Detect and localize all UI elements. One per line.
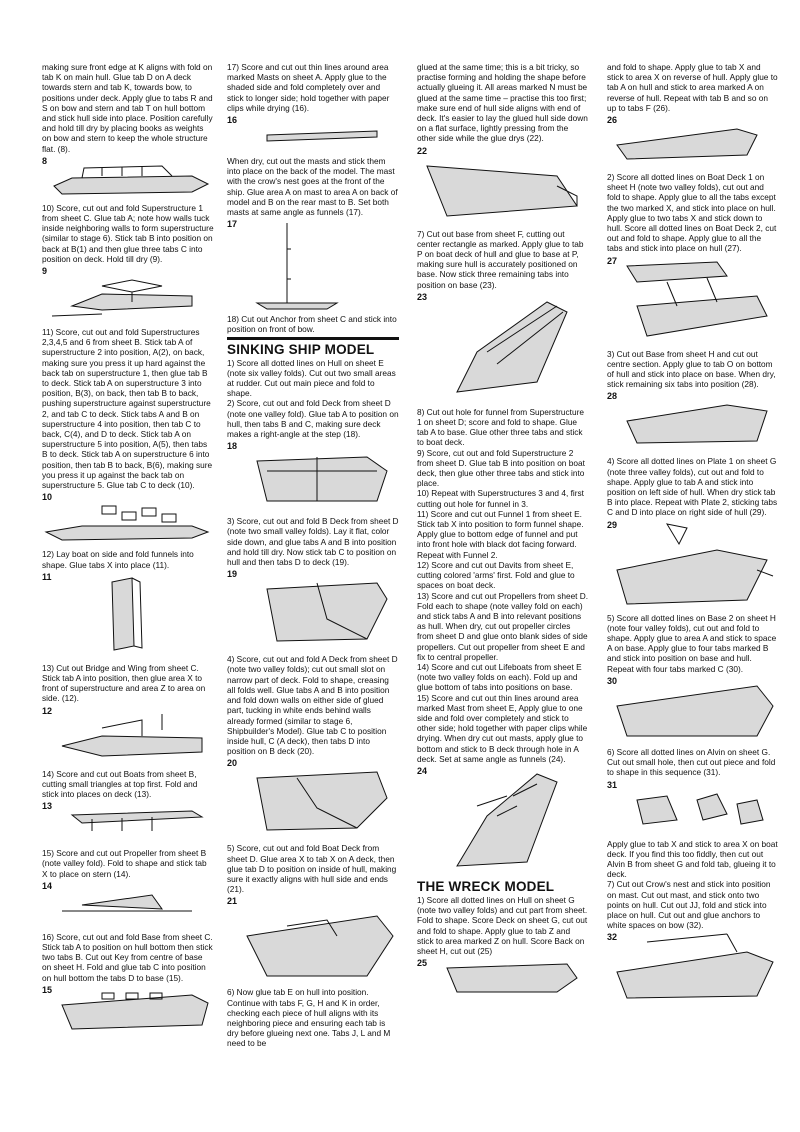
wreck-hull-diagram [417, 958, 589, 998]
text-block: glued at the same time; this is a bit tricky, so practise forming and holding the shape before actually glueing it. All areas marked N must be glued at the same time – practise this too first; make sure end of hull side aligns with end of deck. It's easier to lay the glued hull side down on a flat surface, lightly pressing from the other side while the glue drys (22). [417, 62, 588, 144]
figure-number: 11 [42, 571, 52, 582]
figure-number: 19 [227, 569, 238, 580]
figure-14 [42, 881, 214, 929]
figure-number: 29 [607, 519, 618, 530]
text-block: 9) Score, cut out and fold Superstructure 2 from sheet D. Glue tab B into position on boat deck, then glue other three tabs and stick into place. [417, 447, 585, 489]
boats-diagram [42, 801, 214, 845]
text-block: 8) Cut out hole for funnel from Superstructure 1 on sheet D; score and fold to shape. Glue tab A to base. Glue other three tabs and stick to boat deck. [417, 406, 584, 448]
figure-8 [42, 156, 214, 200]
section-heading-sinking-ship: SINKING SHIP MODEL [227, 341, 375, 357]
text-block: When dry, cut out the masts and stick them into place on the back of the model. The mast with the crow's nest goes at the front of the ship. Glue area A on mast to area A on back of model and B on the rear mast to B. Set both masts at same angle as funnels (17). [227, 156, 398, 218]
text-block: 5) Score, cut out and fold Boat Deck from sheet D. Glue area X to tab X on A deck, then glue tab D to position on inside of hull, making sure it exactly aligns with hull side and ends (21). [227, 843, 397, 895]
wreck-back-diagram [607, 115, 779, 169]
figure-9 [42, 266, 214, 324]
figure-number: 12 [42, 705, 53, 716]
figure-20 [227, 758, 399, 840]
figure-number: 16 [227, 115, 238, 126]
text-block: Apply glue to tab X and stick to area X on boat deck. If you find this too fiddly, then cut out Alvin B from sheet G and fold tab, glueing it to deck. [607, 838, 778, 880]
wreck-base-diagram [607, 391, 779, 453]
text-block: 6) Now glue tab E on hull into position. Continue with tabs F, G, H and K in order, checking each piece of hull aligns with its neighboring piece and ensuring each tab is dry before glueing next one. Tabs J, L and M need to be [227, 987, 391, 1049]
figure-number: 26 [607, 115, 618, 126]
figure-27 [607, 256, 779, 346]
text-block: 13) Cut out Bridge and Wing from sheet C. Stick tab A into position, then glue area X to front of superstructure and area Z to area on side. (12). [42, 662, 206, 704]
mast-mounting-diagram [227, 219, 399, 311]
figure-15 [42, 985, 214, 1035]
text-block: making sure front edge at K aligns with fold on tab K on main hull. Glue tab D on A deck towards stern and tab K, towards bow, to positions under deck. Apply glue to tabs R and S on bow and stern and tab T on hull bottom and stick hull side into place. Position carefully and hold till dry by placing books as weights on bow and stern to keep the whole structure flat. (8). [42, 62, 213, 154]
text-block: 1) Score all dotted lines on Hull on sheet G (note two valley folds) and cut part from sheet. Fold to shape. Score Deck on sheet G, cut out and fold to shape. Apply glue to tab Z and stick to area marked Z on hull. Score Back on sheet H, cut out (25) [417, 894, 588, 956]
bridge-diagram [42, 706, 214, 766]
text-block: 12) Score and cut out Davits from sheet E, cutting colored 'arms' first. Fold and glue to spaces on boat deck. [417, 559, 575, 591]
text-block: 4) Score all dotted lines on Plate 1 on sheet G (note three valley folds), cut out and fold to shape. Apply glue to tab A and stick into position on left side of hull. When dry stick tab B into place. Repeat with Plate 2, sticking tabs C and D into place on right side of hull (29). [607, 456, 778, 518]
figure-number: 24 [417, 765, 428, 776]
section-divider [227, 337, 399, 340]
figure-25 [417, 958, 589, 998]
boat-decks-diagram [607, 256, 779, 346]
column-4 [607, 62, 779, 1007]
figure-31 [607, 780, 779, 836]
figure-10 [42, 492, 214, 546]
text-block: 1) Score all dotted lines on Hull on sheet E (note six valley folds). Cut out two small areas at rudder. Cut out main piece and fold to shape. [227, 357, 396, 399]
figure-number: 18 [227, 441, 238, 452]
text-block: 5) Score all dotted lines on Base 2 on sheet H (note four valley folds), cut out and fold to shape. Apply glue to area A and stick to space A on base. Apply glue to four tabs marked B and stick into position on base and hull. Repeat with four tabs marked C (30). [607, 612, 777, 674]
figure-number: 31 [607, 779, 618, 790]
figure-number: 13 [42, 801, 53, 812]
wreck-final-diagram [607, 932, 779, 1004]
plates-diagram [607, 520, 779, 610]
deck-diagram [227, 441, 399, 513]
text-block: 17) Score and cut out thin lines around area marked Masts on sheet A. Apply glue to the shaded side and fold completely over and stick to longer side; hold together with paper clips while drying (16). [227, 62, 390, 113]
figure-29 [607, 520, 779, 610]
figure-number: 28 [607, 391, 618, 402]
text-block: 6) Score all dotted lines on Alvin on sheet G. Cut out small hole, then cut out piece and fold to shape in this sequence (31). [607, 746, 776, 778]
text-block: 3) Cut out Base from sheet H and cut out centre section. Apply glue to tab O on bottom of hull and stick into place on base. When dry, stick remaining six tabs into position (28). [607, 348, 776, 390]
figure-number: 14 [42, 880, 53, 891]
funnels-diagram [42, 492, 214, 546]
funnels-assembly-diagram [417, 766, 589, 876]
figure-22 [417, 146, 589, 226]
figure-number: 30 [607, 675, 618, 686]
text-block: and fold to shape. Apply glue to tab X and stick to area X on reverse of hull. Apply glue to tab A on hull and stick to area marked A on reverse of hull. Repeat with tab B and so on up to tabs F (26). [607, 62, 778, 113]
propeller-diagram [42, 881, 214, 929]
text-block: 13) Score and cut out Propellers from sheet D. Fold each to shape (note valley fold on each) and stick tabs A and B into relevant positions as hull. When dry, cut out propeller circles from sheet D and glue onto blank sides of side propellers. Cut out propeller from sheet E and fix to central propeller. [417, 590, 589, 662]
figure-number: 15 [42, 984, 53, 995]
base-diagram [42, 985, 214, 1035]
text-block: 14) Score and cut out Boats from sheet B, cutting small triangles at top first. Fold and stick into places on deck (13). [42, 768, 198, 799]
figure-16 [227, 115, 399, 153]
figure-number: 21 [227, 896, 238, 907]
base-2-diagram [607, 676, 779, 744]
boat-deck-diagram [227, 896, 399, 984]
figure-number: 23 [417, 291, 428, 302]
figure-17 [227, 219, 399, 311]
figure-number: 25 [417, 958, 428, 969]
text-block: 18) Cut out Anchor from sheet C and stick into position on front of bow. [227, 314, 397, 335]
figure-number: 32 [607, 932, 618, 943]
a-deck-diagram [227, 758, 399, 840]
figure-number: 17 [227, 219, 238, 230]
masts-diagram [227, 115, 399, 153]
text-block: 15) Score and cut out Propeller from sheet B (note valley fold). Fold to shape and stick tab X to place on stern (14). [42, 848, 207, 879]
figure-24 [417, 766, 589, 876]
figure-number: 20 [227, 758, 238, 769]
figure-19 [227, 569, 399, 651]
figure-30 [607, 676, 779, 744]
text-block: 12) Lay boat on side and fold funnels into shape. Glue tabs X into place (11). [42, 549, 194, 570]
text-block: 16) Score, cut out and fold Base from sheet C. Stick tab A to position on hull bottom then stick two tabs B. Cut out Key from centre of base on sheet H. Fold and glue tab C into position on hull bottom the tabs D to base (15). [42, 931, 213, 983]
text-block: 2) Score all dotted lines on Boat Deck 1 on sheet H (note two valley folds), cut out and fold to shape. Apply glue to all the tabs except the two marked X, and stick into place on hull. Apply glue to two tabs X and stick down to hull. Score all dotted lines on Boat Deck 2, cut out and fold to shape. Apply glue to all the tabs and stick into place on hull (27). [607, 172, 777, 254]
column-3 [417, 62, 589, 1001]
figure-number: 27 [607, 255, 618, 266]
hull-diagram [42, 156, 214, 200]
figure-18 [227, 441, 399, 513]
b-deck-diagram [227, 569, 399, 651]
text-block: 2) Score, cut out and fold Deck from sheet D (note one valley fold). Glue tab A to position on hull, then tabs B and C, making sure deck makes a right-angle at the step (18). [227, 398, 399, 440]
figure-12 [42, 706, 214, 766]
figure-number: 22 [417, 145, 428, 156]
figure-11 [42, 572, 214, 660]
figure-26 [607, 115, 779, 169]
figure-28 [607, 391, 779, 453]
figure-32 [607, 932, 779, 1004]
section-heading-wreck: THE WRECK MODEL [417, 878, 555, 894]
column-1 [42, 62, 214, 1038]
superstructure-diagram [42, 266, 214, 324]
figure-21 [227, 896, 399, 984]
sinking-base-diagram [417, 292, 589, 404]
alvin-diagram [607, 780, 779, 836]
text-block: 11) Score, cut out and fold Superstructures 2,3,4,5 and 6 from sheet B. Stick tab A of superstructure 2 into position, A(2), on back, making sure you press it up hard against the back tab on superstructure 1, then glue tab B to deck. Stick tab A on superstructure 3 into position, B(3), on back, then tab B to back, pushing superstructure against superstructure 2, and tab C to deck. Stick tabs A and B on superstructure 4 into position, then tab C to back, C(4), and D to deck. Stick tab A on superstructure 5 into position, A(5), then tabs B to deck. Stick tab A on superstructure 6 into position, then tab B to back, B(6), making sure you press it up against the back tab on superstructure 5. Glue tab C to deck (10). [42, 327, 213, 491]
figure-number: 8 [42, 155, 48, 166]
text-block: 15) Score and cut out thin lines around area marked Mast from sheet E, Apply glue to one side and fold over completely and stick to other side; hold together with paper clips while drying. When dry cut out masts, apply glue to bottom and stick to B deck through hole in A deck. Set at same angle as funnels (24). [417, 692, 588, 764]
figure-13 [42, 801, 214, 845]
column-2 [227, 62, 399, 1049]
text-block: 4) Score, cut out and fold A Deck from sheet D (note two valley folds); cut out small slot on narrow part of deck. Fold to shape, creasing all folds well. Glue tabs A and B into position and fold down walls on either side of glued part, tucking in white ends behind walls already formed (similar to stage 6, Shipbuilder's Model). Glue tab C to position inside hull, C (A deck), then tabs D into position on B deck (20). [227, 654, 398, 757]
hull-side-diagram [417, 146, 589, 226]
text-block: 7) Cut out base from sheet F, cutting out center rectangle as marked. Apply glue to tab P on boat deck of hull and glue to base at P, making sure hull is accurately positioned on base. Now stick three remaining tabs into position on base (23). [417, 228, 584, 290]
text-block: 14) Score and cut out Lifeboats from sheet E (note two valley folds on each). Fold up and glue bottom of tabs into positions on base. [417, 661, 582, 693]
figure-number: 10 [42, 492, 53, 503]
text-block: 10) Repeat with Superstructures 3 and 4, first cutting out hole for funnel in 3. [417, 488, 584, 509]
figure-23 [417, 292, 589, 404]
text-block: 10) Score, cut out and fold Superstructure 1 from sheet C. Glue tab A; note how walls tuck inside neighboring walls to form superstructure (similar to stage 6). Stick tab B into position on back at B(1) and then glue three tabs C into position on deck. Hold till dry (9). [42, 202, 214, 264]
funnel-diagram [42, 572, 214, 660]
figure-number: 9 [42, 266, 48, 277]
text-block: 7) Cut out Crow's nest and stick into position on mast. Cut out mast, and stick onto two points on hull. Cut out JJ, fold and stick into place on hull. Cut out and glue anchors to white spaces on bow (32). [607, 879, 771, 931]
text-block: 3) Score, cut out and fold B Deck from sheet D (note two small valley folds). Lay it flat, color side down, and glue tabs A and B into position and hold till dry. Now stick tab C to position on hull and then tabs D to deck (19). [227, 516, 399, 568]
text-block: 11) Score and cut out Funnel 1 from sheet E. Stick tab X into position to form funnel shape. Apply glue to bottom edge of funnel and put into front hole with black dot facing forward. Repeat with Funnel 2. [417, 508, 584, 560]
